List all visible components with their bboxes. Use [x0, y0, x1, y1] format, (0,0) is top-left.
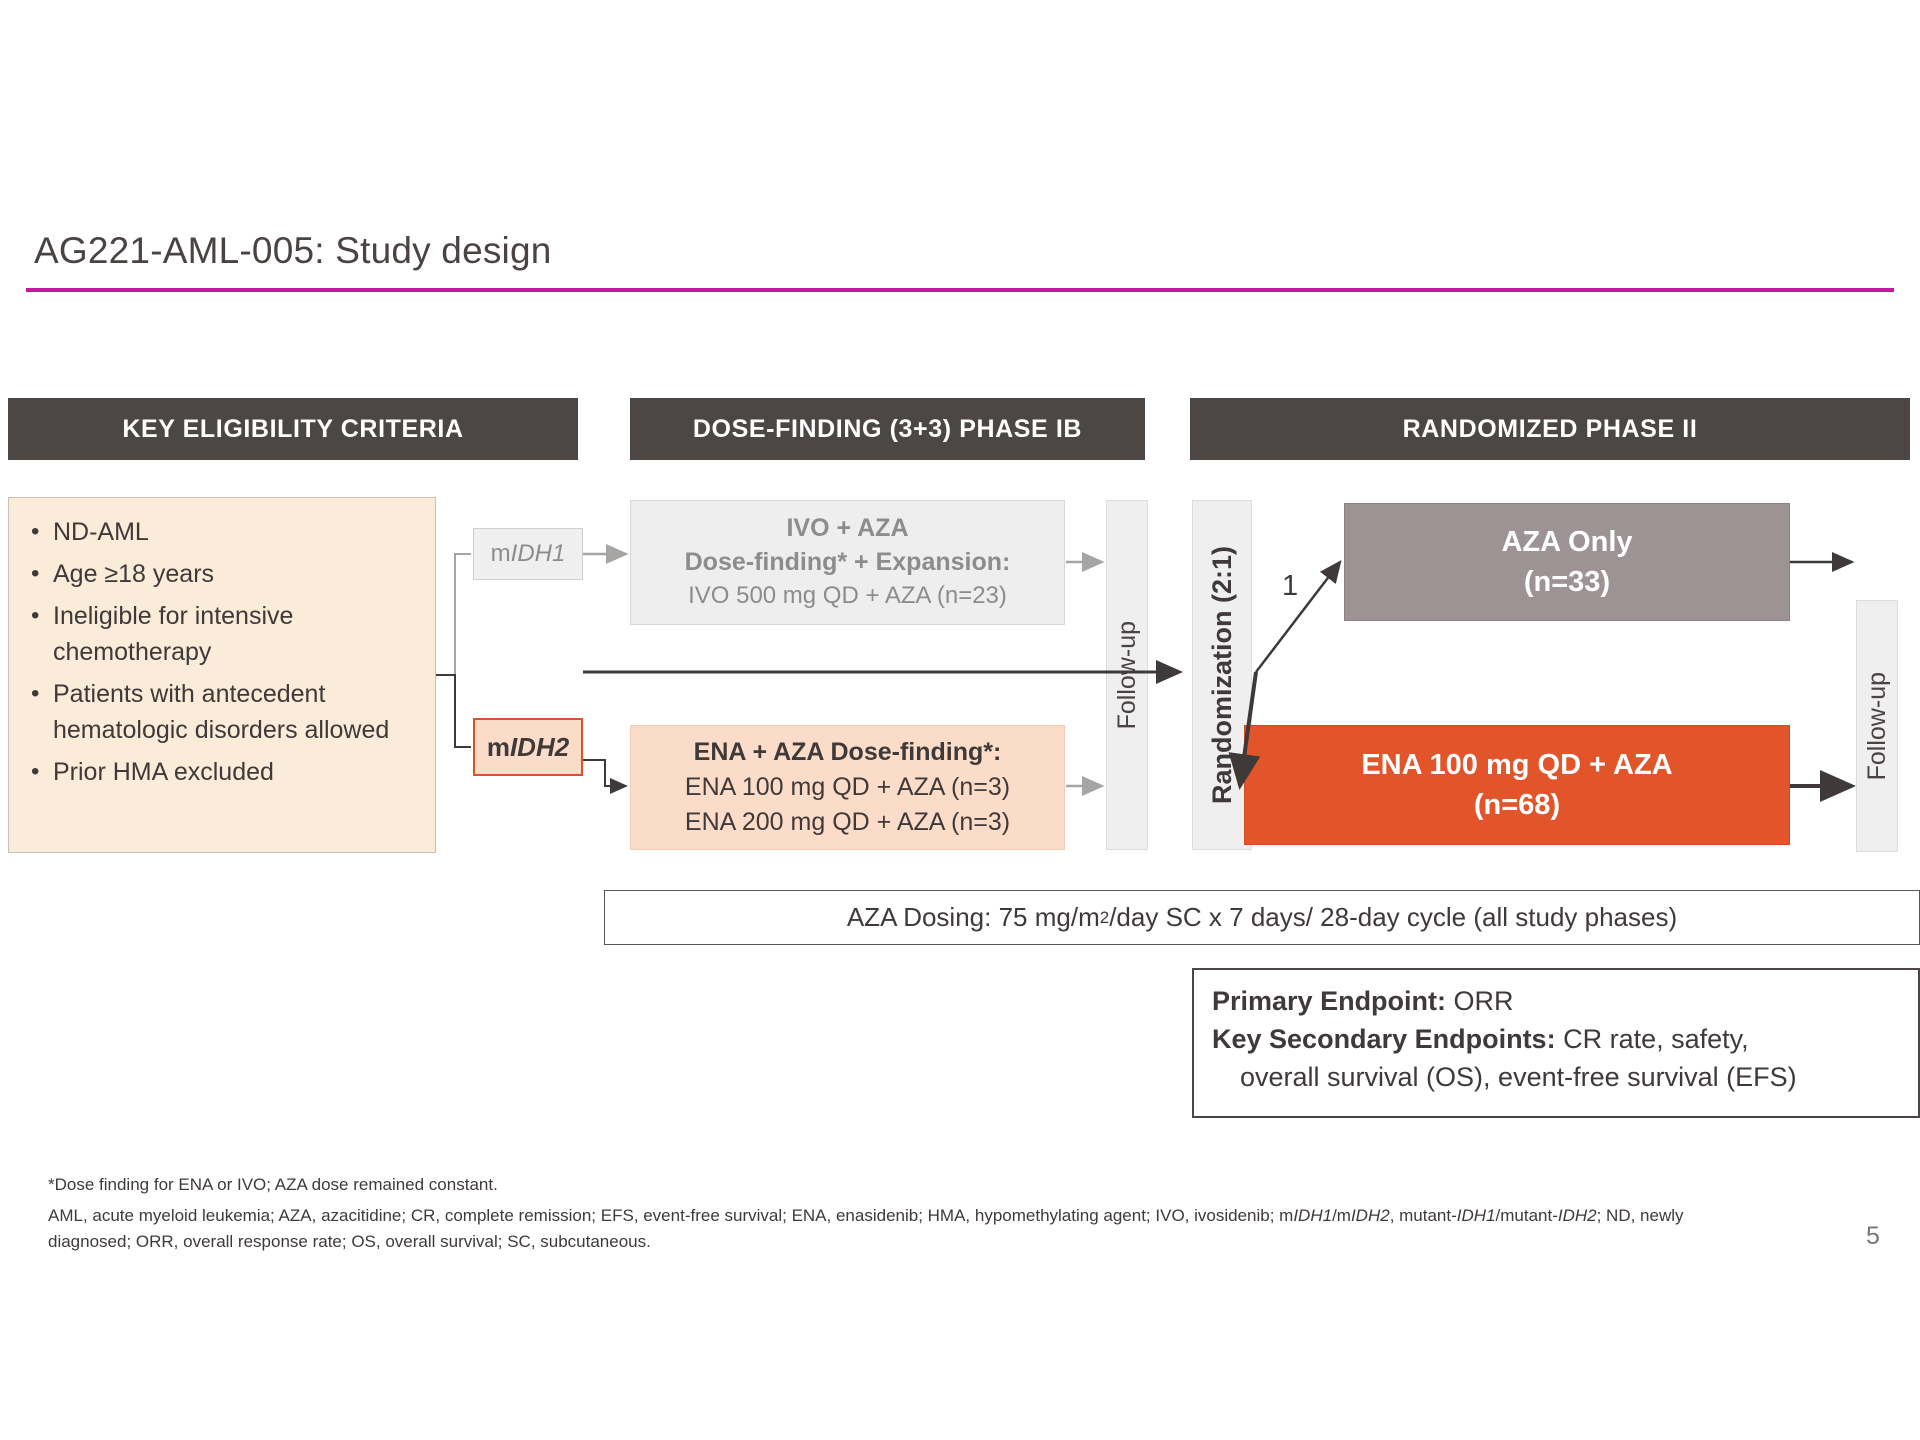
dose-finding-box-ivo-aza [630, 500, 1065, 625]
arm-line-1: AZA Only [1501, 526, 1633, 558]
header-dose-finding-phase-ib: DOSE-FINDING (3+3) PHASE IB [630, 398, 1145, 460]
footnote-abbrev-i: ; ND, newly diagnosed; ORR, overall response rate; OS, overall survival; SC, subcutaneous. [48, 1206, 1684, 1251]
ena-box-line-2: ENA 100 mg QD + AZA (n=3) [684, 773, 1011, 801]
arm-line-1: ENA 100 mg QD + AZA [1361, 749, 1673, 781]
dose-finding-box-ena-aza [630, 725, 1065, 850]
list-item: • ND-AML [53, 514, 421, 550]
arm-line-2: (n=33) [1523, 566, 1611, 598]
cohort-label-gene: IDH2 [509, 731, 570, 762]
eligibility-criteria-list [27, 514, 421, 790]
secondary-endpoint-value-line2: overall survival (OS), event-free survival (EFS) [1240, 1062, 1797, 1092]
follow-up-label: Follow-up [1112, 620, 1141, 730]
footnote-abbrev-f: IDH1 [1456, 1206, 1496, 1225]
randomization-label: Randomization (2:1) [1206, 545, 1237, 804]
cohort-label-prefix: m [486, 731, 510, 762]
title-underline-rule [26, 288, 1894, 292]
list-item: • Patients with antecedent hematologic disorders allowed [53, 676, 421, 748]
footnote-abbrev-e: , mutant- [1389, 1206, 1457, 1225]
primary-endpoint-value: ORR [1453, 986, 1514, 1016]
footnote-abbrev-g: /mutant- [1495, 1206, 1558, 1225]
cohort-label-prefix: m [490, 540, 511, 567]
footnote-abbrev-c: /m [1332, 1206, 1351, 1225]
page-title: AG221-AML-005: Study design [34, 230, 552, 271]
footnote-abbrev-b: IDH1 [1293, 1206, 1333, 1225]
ena-box-line-3: ENA 200 mg QD + AZA (n=3) [684, 808, 1011, 836]
secondary-endpoint-label: Key Secondary Endpoints: [1212, 1024, 1564, 1054]
list-item: • Ineligible for intensive chemotherapy [53, 598, 421, 670]
primary-endpoint-label: Primary Endpoint: [1212, 986, 1454, 1016]
endpoints-box [1192, 968, 1920, 1118]
footnote-abbreviations [48, 1203, 1768, 1255]
randomization-box [1192, 500, 1252, 850]
treatment-arm-ena-aza [1244, 725, 1790, 845]
footnote-abbrev-d: IDH2 [1350, 1206, 1390, 1225]
arm-line-2: (n=68) [1473, 789, 1561, 821]
secondary-endpoint-value: CR rate, safety, [1563, 1024, 1749, 1054]
ivo-box-line-3: IVO 500 mg QD + AZA (n=23) [688, 582, 1007, 609]
ivo-box-line-2: Dose-finding* + Expansion: [684, 548, 1011, 576]
header-key-eligibility-criteria: KEY ELIGIBILITY CRITERIA [8, 398, 578, 460]
primary-endpoint-line [1212, 982, 1904, 1020]
follow-up-label: Follow-up [1862, 671, 1891, 781]
cohort-label-gene: IDH1 [510, 540, 566, 567]
cohort-box-midh2 [473, 718, 583, 776]
list-item: • Age ≥18 years [53, 556, 421, 592]
treatment-arm-aza-only [1344, 503, 1790, 621]
follow-up-box-phase-ib [1106, 500, 1148, 850]
ivo-box-line-1: IVO + AZA [786, 514, 909, 542]
header-randomized-phase-ii: RANDOMIZED PHASE II [1190, 398, 1910, 460]
footnote-dose-finding: *Dose finding for ENA or IVO; AZA dose remained constant. [48, 1175, 498, 1194]
secondary-endpoint-line [1212, 1020, 1904, 1058]
page-number: 5 [1866, 1222, 1880, 1250]
cohort-box-midh1 [473, 528, 583, 580]
arm-number-1: 1 [1282, 570, 1299, 602]
dosing-prefix: AZA Dosing: 75 mg/m [846, 902, 1100, 932]
dosing-superscript: 2 [1099, 907, 1110, 927]
dosing-suffix: /day SC x 7 days/ 28-day cycle (all study phases) [1109, 902, 1678, 932]
eligibility-criteria-box [8, 497, 436, 853]
follow-up-box-phase-ii [1856, 600, 1898, 852]
footnote-abbrev-a: AML, acute myeloid leukemia; AZA, azacitidine; CR, complete remission; EFS, event-free survival; ENA, enasidenib; HMA, hypomethylating agent; IVO, ivosidenib; m [48, 1206, 1294, 1225]
ena-box-line-1: ENA + AZA Dose-finding*: [693, 738, 1002, 766]
list-item: • Prior HMA excluded [53, 754, 421, 790]
aza-dosing-bar [604, 890, 1920, 945]
footnote-abbrev-h: IDH2 [1557, 1206, 1597, 1225]
